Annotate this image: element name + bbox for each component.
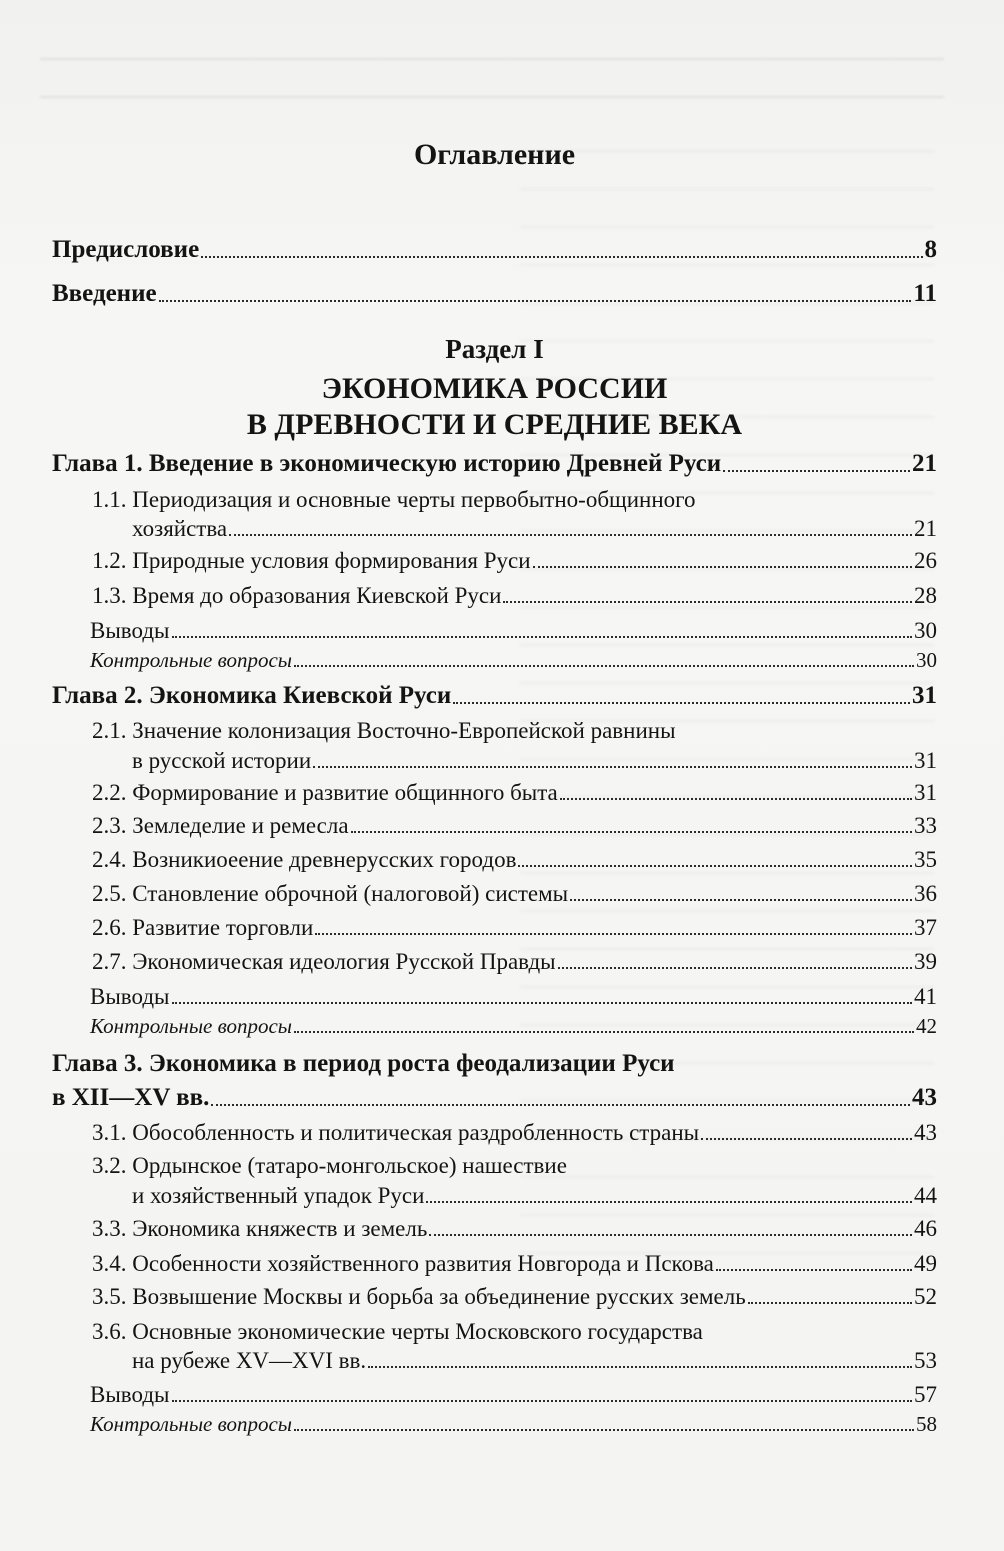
entry-page: 26 — [914, 548, 937, 573]
toc-item-2-7 — [92, 949, 937, 975]
entry-page: 8 — [924, 236, 937, 263]
leader-dots — [701, 1138, 912, 1140]
toc-item-3-1 — [92, 1120, 937, 1146]
toc-item-2-1 — [132, 748, 937, 774]
section-title-line2: В ДРЕВНОСТИ И СРЕДНИЕ ВЕКА — [246, 408, 743, 441]
entry-page: 31 — [914, 780, 937, 805]
entry-title: Предисловие — [52, 236, 200, 263]
leader-dots — [229, 534, 912, 536]
leader-dots — [201, 256, 922, 258]
toc-item-3-6-line1: 3.6. Основные экономические черты Московского государства — [92, 1319, 703, 1344]
toc-item-3-3 — [92, 1216, 937, 1242]
chapter-title: в XII—XV вв. — [52, 1084, 210, 1111]
leader-dots — [503, 601, 912, 603]
leader-dots — [159, 300, 912, 302]
entry-title: 3.1. Обособленность и политическая раздробленность страны — [92, 1120, 700, 1145]
section-label: Раздел I — [445, 334, 544, 364]
leader-dots — [716, 1269, 912, 1271]
toc-conclusions-3 — [90, 1382, 937, 1408]
leader-dots — [560, 798, 912, 800]
toc-item-2-2 — [92, 780, 937, 806]
entry-page: 43 — [914, 1120, 937, 1145]
entry-title: на рубеже XV—XVI вв. — [132, 1348, 367, 1373]
toc-item-2-5 — [92, 881, 937, 907]
entry-title: 2.6. Развитие торговли — [92, 915, 314, 940]
toc-questions-2 — [90, 1014, 937, 1039]
toc-item-3-2-line1: 3.2. Ордынское (татаро-монгольское) нашествие — [92, 1153, 567, 1178]
chapter-1-title — [52, 450, 937, 478]
entry-title: в русской истории — [132, 748, 312, 773]
leader-dots — [453, 702, 910, 704]
toc-title: Оглавление — [413, 138, 576, 171]
entry-page: 53 — [914, 1348, 937, 1373]
leader-dots — [748, 1302, 912, 1304]
chapter-3-title-line1: Глава 3. Экономика в период роста феодализации Руси — [52, 1050, 675, 1077]
leader-dots — [570, 899, 912, 901]
leader-dots — [172, 1400, 913, 1402]
entry-title: Контрольные вопросы — [90, 1412, 293, 1436]
toc-conclusions-1 — [90, 618, 937, 644]
entry-title: хозяйства — [132, 516, 228, 541]
toc-conclusions-2 — [90, 984, 937, 1010]
leader-dots — [368, 1366, 912, 1368]
entry-title: 1.2. Природные условия формирования Руси — [92, 548, 531, 573]
toc-entry-preface — [52, 236, 937, 264]
leader-dots — [313, 766, 912, 768]
toc-item-1-1 — [132, 516, 937, 542]
chapter-page: 21 — [912, 450, 937, 477]
entry-page: 57 — [914, 1382, 937, 1407]
toc-item-3-6 — [132, 1348, 937, 1374]
toc-item-2-4 — [92, 847, 937, 873]
chapter-page: 31 — [912, 682, 937, 709]
toc-item-3-2 — [132, 1183, 937, 1209]
leader-dots — [351, 831, 912, 833]
entry-title: 3.5. Возвышение Москвы и борьба за объединение русских земель — [92, 1284, 746, 1309]
entry-page: 52 — [914, 1284, 937, 1309]
entry-page: 41 — [914, 984, 937, 1009]
leader-dots — [211, 1104, 910, 1106]
leader-dots — [294, 1031, 914, 1033]
entry-title: Выводы — [90, 618, 170, 643]
toc-item-2-6 — [92, 915, 937, 941]
chapter-page: 43 — [912, 1084, 937, 1111]
toc-item-1-3 — [92, 583, 937, 609]
leader-dots — [723, 470, 910, 472]
entry-page: 33 — [914, 813, 937, 838]
leader-dots — [533, 566, 912, 568]
entry-title: 3.4. Особенности хозяйственного развития Новгорода и Пскова — [92, 1251, 714, 1276]
entry-page: 58 — [916, 1412, 937, 1436]
toc-questions-3 — [90, 1412, 937, 1437]
toc-item-2-1-line1: 2.1. Значение колонизация Восточно-Европейской равнины — [92, 718, 676, 743]
entry-title: Выводы — [90, 984, 170, 1009]
leader-dots — [172, 636, 913, 638]
toc-item-3-5 — [92, 1284, 937, 1310]
entry-title: 2.4. Возникиоеение древнерусских городов — [92, 847, 517, 872]
toc-questions-1 — [90, 648, 937, 673]
leader-dots — [426, 1201, 912, 1203]
entry-page: 44 — [914, 1183, 937, 1208]
chapter-title: Глава 2. Экономика Киевской Руси — [52, 682, 452, 709]
toc-item-3-4 — [92, 1251, 937, 1277]
entry-title: Контрольные вопросы — [90, 1014, 293, 1038]
toc-item-1-2 — [92, 548, 937, 574]
entry-page: 46 — [914, 1216, 937, 1241]
entry-page: 21 — [914, 516, 937, 541]
leader-dots — [429, 1234, 912, 1236]
leader-dots — [172, 1002, 913, 1004]
entry-title: 2.5. Становление оброчной (налоговой) системы — [92, 881, 569, 906]
entry-title: 2.7. Экономическая идеология Русской Правды — [92, 949, 556, 974]
entry-page: 49 — [914, 1251, 937, 1276]
entry-title: Выводы — [90, 1382, 170, 1407]
entry-page: 28 — [914, 583, 937, 608]
chapter-title: Глава 1. Введение в экономическую историю Древней Руси — [52, 450, 722, 477]
bleed-through-text — [40, 40, 944, 120]
toc-item-2-3 — [92, 813, 937, 839]
chapter-3-title — [52, 1084, 937, 1112]
entry-title: 2.2. Формирование и развитие общинного быта — [92, 780, 558, 805]
entry-page: 35 — [914, 847, 937, 872]
section-title-line1: ЭКОНОМИКА РОССИИ — [321, 372, 668, 405]
toc-item-1-1-line1: 1.1. Периодизация и основные черты первобытно-общинного — [92, 487, 696, 512]
entry-title: Введение — [52, 280, 157, 307]
entry-page: 11 — [913, 280, 937, 307]
entry-title: Контрольные вопросы — [90, 648, 293, 672]
leader-dots — [518, 865, 912, 867]
leader-dots — [315, 933, 912, 935]
entry-title: и хозяйственный упадок Руси — [132, 1183, 425, 1208]
entry-page: 36 — [914, 881, 937, 906]
entry-page: 39 — [914, 949, 937, 974]
entry-title: 2.3. Земледелие и ремесла — [92, 813, 349, 838]
entry-title: 1.3. Время до образования Киевской Руси — [92, 583, 502, 608]
leader-dots — [294, 665, 914, 667]
leader-dots — [294, 1429, 914, 1431]
entry-page: 31 — [914, 748, 937, 773]
entry-page: 30 — [916, 648, 937, 672]
chapter-2-title — [52, 682, 937, 710]
entry-title: 3.3. Экономика княжеств и земель — [92, 1216, 428, 1241]
leader-dots — [558, 967, 912, 969]
entry-page: 30 — [914, 618, 937, 643]
entry-page: 37 — [914, 915, 937, 940]
toc-entry-introduction — [52, 280, 937, 308]
entry-page: 42 — [916, 1014, 937, 1038]
